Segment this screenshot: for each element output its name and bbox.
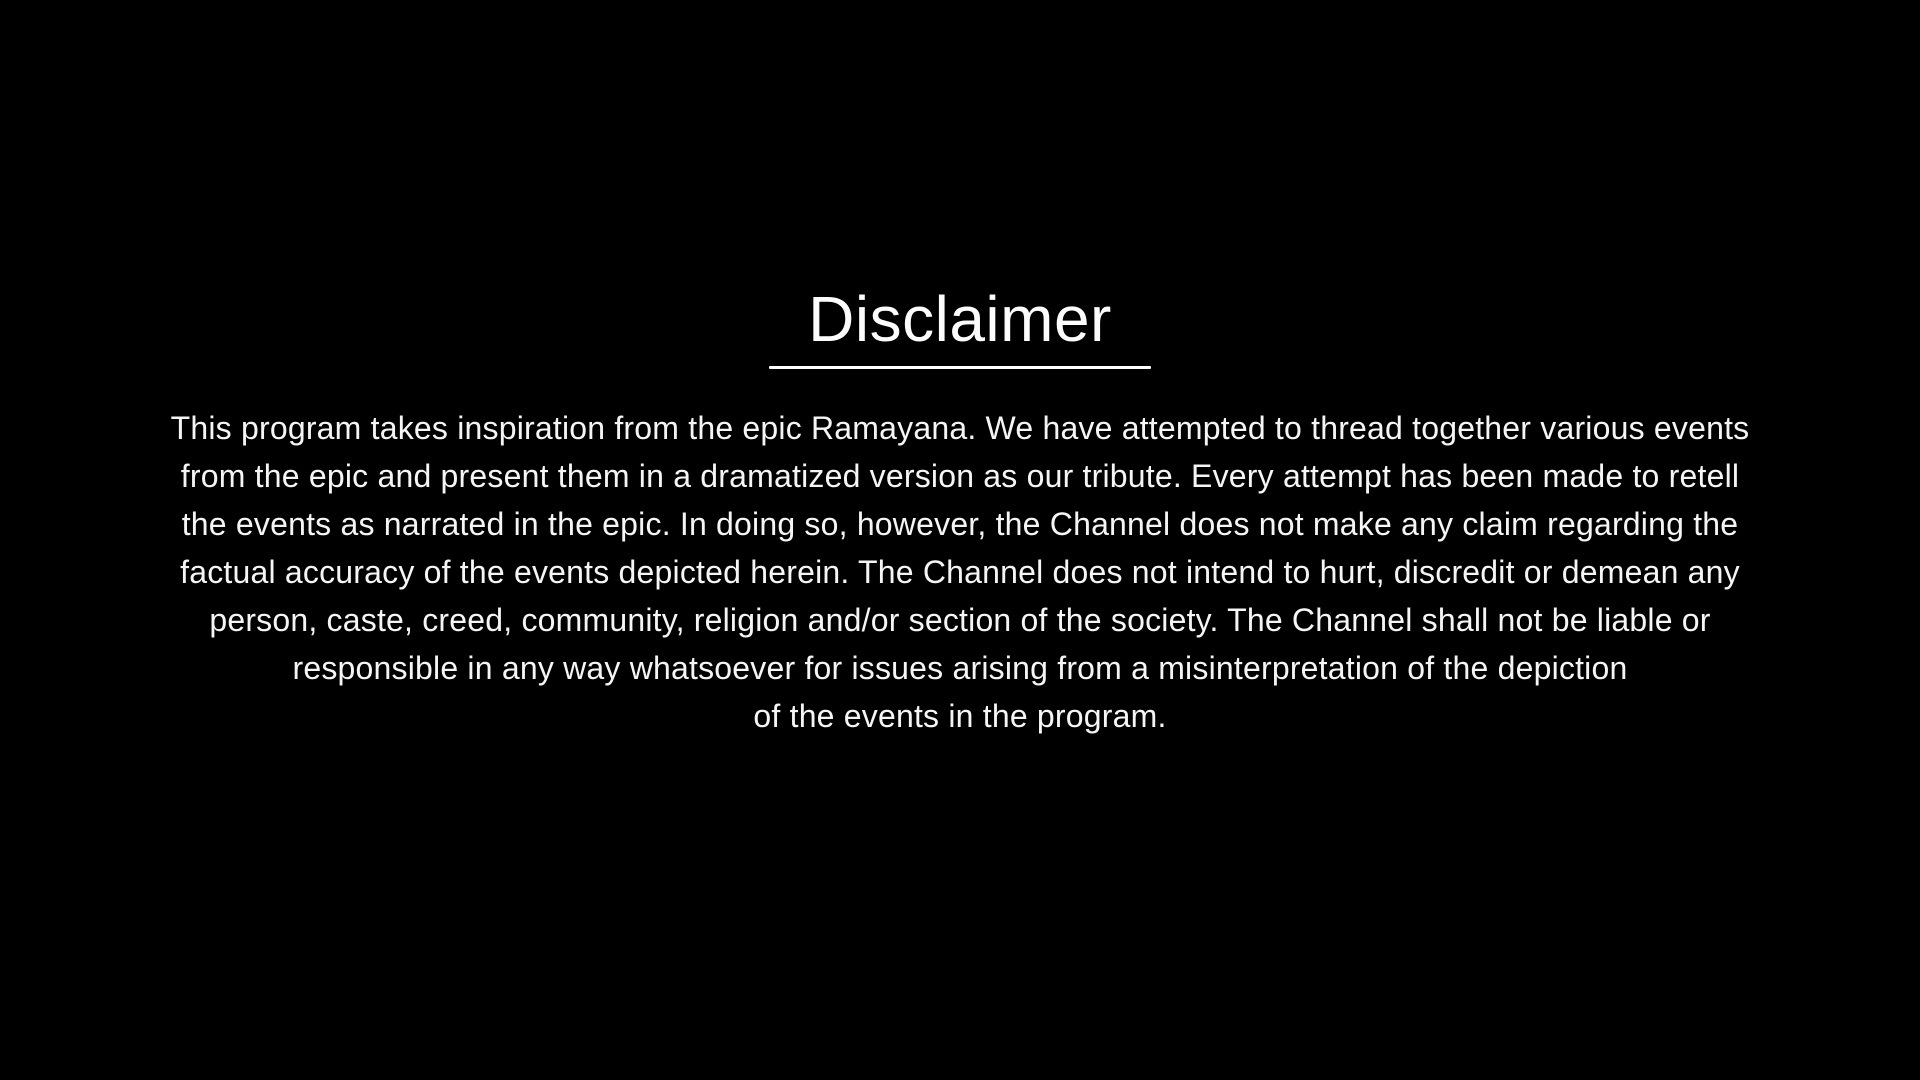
disclaimer-line: from the epic and present them in a dramatized version as our tribute. Every attempt has been made to retell bbox=[180, 458, 1740, 494]
disclaimer-line: This program takes inspiration from the epic Ramayana. We have attempted to thread together various events bbox=[170, 410, 1750, 446]
disclaimer-line: the events as narrated in the epic. In doing so, however, the Channel does not make any claim regarding the bbox=[181, 506, 1739, 542]
page-title: Disclaimer bbox=[808, 283, 1112, 355]
disclaimer-line: of the events in the program. bbox=[753, 698, 1167, 734]
disclaimer-line: factual accuracy of the events depicted herein. The Channel does not intend to hurt, discredit or demean any bbox=[180, 554, 1740, 590]
title-underline bbox=[769, 366, 1151, 369]
disclaimer-paragraph bbox=[0, 404, 1920, 740]
title-block bbox=[0, 283, 1920, 369]
disclaimer-line: responsible in any way whatsoever for issues arising from a misinterpretation of the depiction bbox=[292, 650, 1628, 686]
disclaimer-line: person, caste, creed, community, religion and/or section of the society. The Channel shall not be liable or bbox=[209, 602, 1711, 638]
